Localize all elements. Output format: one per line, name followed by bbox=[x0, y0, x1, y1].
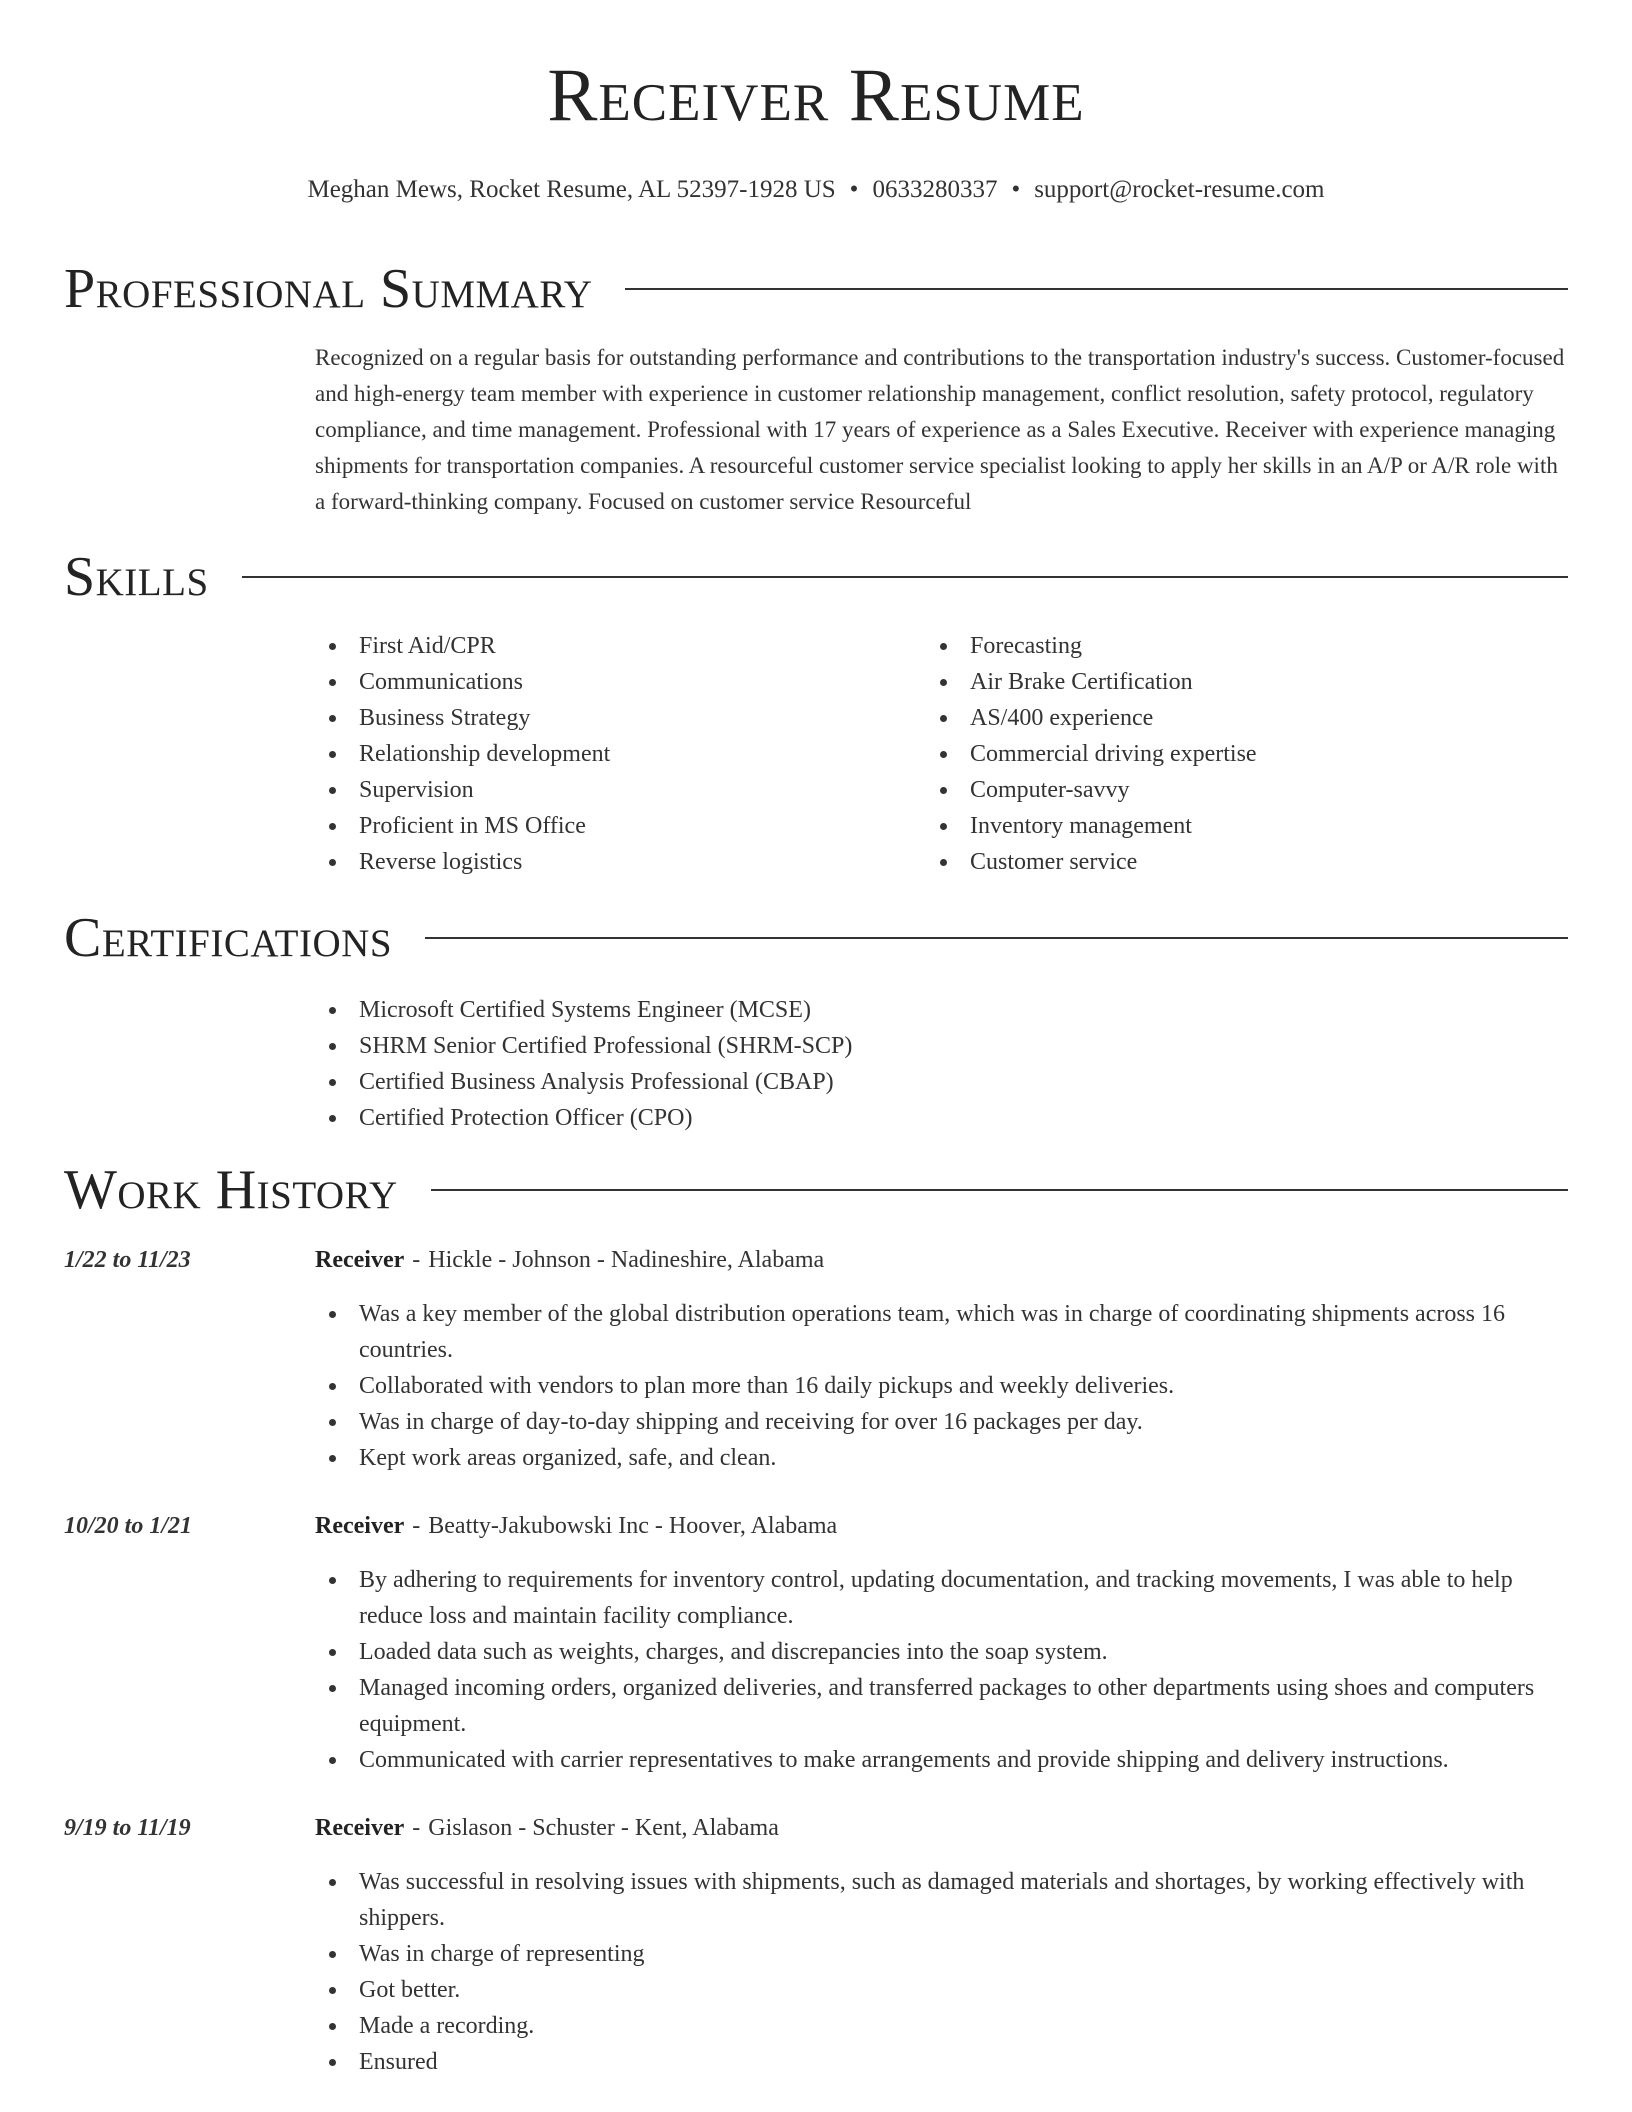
section-divider bbox=[242, 576, 1568, 578]
skill-item: Computer-savvy bbox=[926, 772, 1257, 808]
section-divider bbox=[425, 937, 1568, 939]
summary-text: Recognized on a regular basis for outstanding performance and contributions to the transportation industry's success. Customer-focused and high-energy team member with experience in customer relationship management, conflict resolution, safety protocol, regulatory compliance, and time management. Professional with 17 years of experience as a Sales Executive. Receiver with experience managing shipments for transportation companies. A resourceful customer service specialist looking to apply her skills in an A/P or A/R role with a forward-thinking company. Focused on customer service Resourceful bbox=[315, 345, 1565, 514]
certifications-heading: Certifications bbox=[64, 907, 393, 969]
job-company: Beatty-Jakubowski Inc - Hoover, Alabama bbox=[428, 1513, 838, 1539]
certification-item: SHRM Senior Certified Professional (SHRM-SCP) bbox=[315, 1028, 852, 1064]
job-role: Receiver - Hickle - Johnson - Nadineshire, Alabama bbox=[315, 1247, 825, 1273]
job-bullet: Communicated with carrier representatives to make arrangements and provide shipping and delivery instructions. bbox=[315, 1742, 1568, 1778]
job-bullet: Got better. bbox=[315, 1972, 1568, 2008]
job-role: Receiver - Beatty-Jakubowski Inc - Hoover, Alabama bbox=[315, 1513, 838, 1539]
skill-item: Forecasting bbox=[926, 628, 1257, 664]
job-dates: 9/19 to 11/19 bbox=[64, 1815, 191, 1841]
skill-item: AS/400 experience bbox=[926, 700, 1257, 736]
job-bullet: Was in charge of representing bbox=[315, 1936, 1568, 1972]
job-bullet: Was a key member of the global distribution operations team, which was in charge of coordinating shipments across 16 countries. bbox=[315, 1296, 1568, 1368]
skills-list-right bbox=[926, 628, 1257, 880]
skills-column-left bbox=[315, 628, 610, 880]
skills-column-right bbox=[926, 628, 1257, 880]
skills-list-left bbox=[315, 628, 610, 880]
certifications-list bbox=[315, 992, 852, 1136]
contact-address: Meghan Mews, Rocket Resume, AL 52397-1928 US bbox=[307, 176, 836, 203]
job-bullet: Collaborated with vendors to plan more than 16 daily pickups and weekly deliveries. bbox=[315, 1368, 1568, 1404]
job-bullet: Kept work areas organized, safe, and clean. bbox=[315, 1440, 1568, 1476]
job-bullets bbox=[315, 1296, 1568, 1476]
skill-item: Commercial driving expertise bbox=[926, 736, 1257, 772]
job-bullet: Ensured bbox=[315, 2044, 1568, 2080]
separator-dot: • bbox=[849, 176, 859, 203]
job-title: Receiver bbox=[315, 1815, 405, 1841]
job-role: Receiver - Gislason - Schuster - Kent, Alabama bbox=[315, 1815, 779, 1841]
skill-item: Customer service bbox=[926, 844, 1257, 880]
work-heading: Work History bbox=[64, 1159, 398, 1221]
contact-email: support@rocket-resume.com bbox=[1034, 176, 1325, 203]
job-bullet: Made a recording. bbox=[315, 2008, 1568, 2044]
skills-section-header bbox=[64, 546, 1568, 608]
skill-item: First Aid/CPR bbox=[315, 628, 610, 664]
skill-item: Proficient in MS Office bbox=[315, 808, 610, 844]
skill-item: Air Brake Certification bbox=[926, 664, 1257, 700]
job-bullet: Loaded data such as weights, charges, and discrepancies into the soap system. bbox=[315, 1634, 1568, 1670]
job-title: Receiver bbox=[315, 1513, 405, 1539]
skill-item: Business Strategy bbox=[315, 700, 610, 736]
job-dates: 1/22 to 11/23 bbox=[64, 1247, 191, 1273]
skill-item: Inventory management bbox=[926, 808, 1257, 844]
job-company: Gislason - Schuster - Kent, Alabama bbox=[428, 1815, 779, 1841]
section-divider bbox=[625, 288, 1568, 290]
job-bullets bbox=[315, 1864, 1568, 2080]
skill-item: Supervision bbox=[315, 772, 610, 808]
job-company: Hickle - Johnson - Nadineshire, Alabama bbox=[428, 1247, 825, 1273]
work-section-header bbox=[64, 1159, 1568, 1221]
certifications-section-header bbox=[64, 907, 1568, 969]
contact-line bbox=[0, 177, 1632, 202]
job-bullet: Was successful in resolving issues with shipments, such as damaged materials and shortages, by working effectively with shippers. bbox=[315, 1864, 1568, 1936]
skill-item: Communications bbox=[315, 664, 610, 700]
job-bullet: Was in charge of day-to-day shipping and receiving for over 16 packages per day. bbox=[315, 1404, 1568, 1440]
contact-phone: 0633280337 bbox=[872, 176, 998, 203]
job-bullet: Managed incoming orders, organized deliveries, and transferred packages to other departments using shoes and computers equipment. bbox=[315, 1670, 1568, 1742]
certification-item: Certified Business Analysis Professional (CBAP) bbox=[315, 1064, 852, 1100]
certification-item: Certified Protection Officer (CPO) bbox=[315, 1100, 852, 1136]
skill-item: Reverse logistics bbox=[315, 844, 610, 880]
summary-heading: Professional Summary bbox=[64, 258, 593, 320]
skills-heading: Skills bbox=[64, 546, 209, 608]
skill-item: Relationship development bbox=[315, 736, 610, 772]
job-bullet: By adhering to requirements for inventory control, updating documentation, and tracking movements, I was able to help reduce loss and maintain facility compliance. bbox=[315, 1562, 1568, 1634]
resume-title: Receiver Resume bbox=[547, 54, 1085, 137]
job-dates: 10/20 to 1/21 bbox=[64, 1513, 193, 1539]
certifications-block bbox=[315, 992, 852, 1136]
summary-section-header bbox=[64, 258, 1568, 320]
job-title: Receiver bbox=[315, 1247, 405, 1273]
job-bullets bbox=[315, 1562, 1568, 1778]
certification-item: Microsoft Certified Systems Engineer (MCSE) bbox=[315, 992, 852, 1028]
separator-dot: • bbox=[1011, 176, 1021, 203]
section-divider bbox=[431, 1189, 1568, 1191]
